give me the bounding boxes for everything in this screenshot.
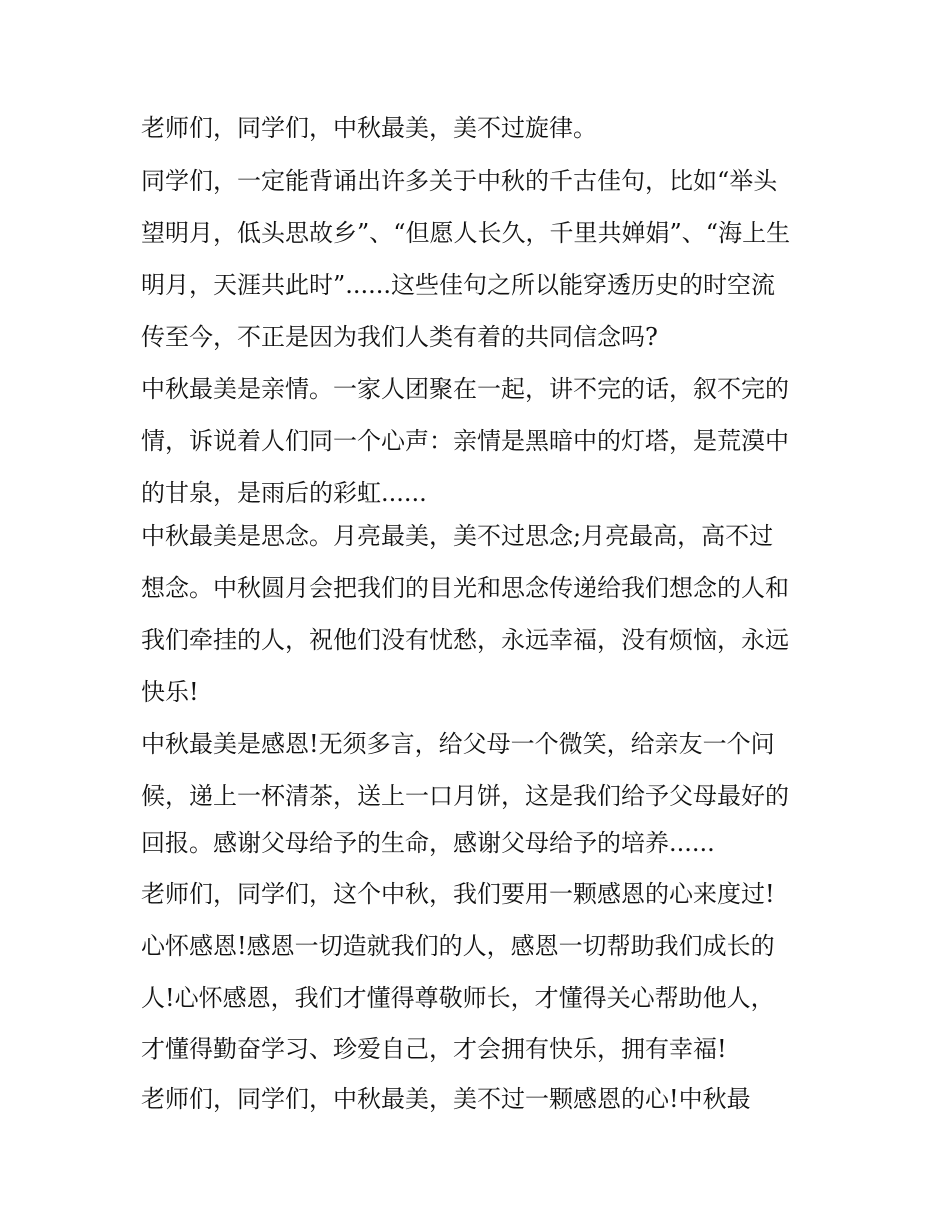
text-line: 老师们，同学们，这个中秋，我们要用一颗感恩的心来度过! (141, 880, 775, 908)
text-line: 人!心怀感恩，我们才懂得尊敬师长，才懂得关心帮助他人， (141, 984, 775, 1012)
text-line: 老师们，同学们，中秋最美，美不过一颗感恩的心!中秋最 (141, 1085, 751, 1113)
text-line: 中秋最美是亲情。一家人团聚在一起，讲不完的话，叙不完的 (141, 375, 789, 403)
text-line: 传至今，不正是因为我们人类有着的共同信念吗? (141, 323, 658, 351)
text-line: 想念。中秋圆月会把我们的目光和思念传递给我们想念的人和 (141, 574, 789, 602)
text-line: 回报。感谢父母给予的生命，感谢父母给予的培养...... (141, 829, 715, 857)
text-line: 中秋最美是思念。月亮最美，美不过思念;月亮最高，高不过 (141, 522, 774, 550)
text-line: 才懂得勤奋学习、珍爱自己，才会拥有快乐，拥有幸福! (141, 1035, 727, 1063)
text-line: 快乐! (141, 678, 199, 706)
text-line: 明月，天涯共此时”......这些佳句之所以能穿透历史的时空流 (141, 271, 776, 299)
text-line: 候，递上一杯清茶，送上一口月饼，这是我们给予父母最好的 (141, 782, 789, 810)
text-line: 望明月，低头思故乡”、“但愿人长久，千里共婵娟”、“海上生 (141, 219, 791, 247)
text-line: 中秋最美是感恩!无须多言，给父母一个微笑，给亲友一个问 (141, 730, 775, 758)
text-line: 心怀感恩!感恩一切造就我们的人，感恩一切帮助我们成长的 (141, 932, 775, 960)
text-line: 老师们，同学们，中秋最美，美不过旋律。 (141, 114, 597, 142)
text-line: 情，诉说着人们同一个心声：亲情是黑暗中的灯塔，是荒漠中 (141, 427, 789, 455)
text-line: 同学们，一定能背诵出许多关于中秋的千古佳句，比如“举头 (141, 167, 778, 195)
text-line: 我们牵挂的人，祝他们没有忧愁，永远幸福，没有烦恼，永远 (141, 626, 789, 654)
text-line: 的甘泉，是雨后的彩虹...... (141, 479, 427, 507)
